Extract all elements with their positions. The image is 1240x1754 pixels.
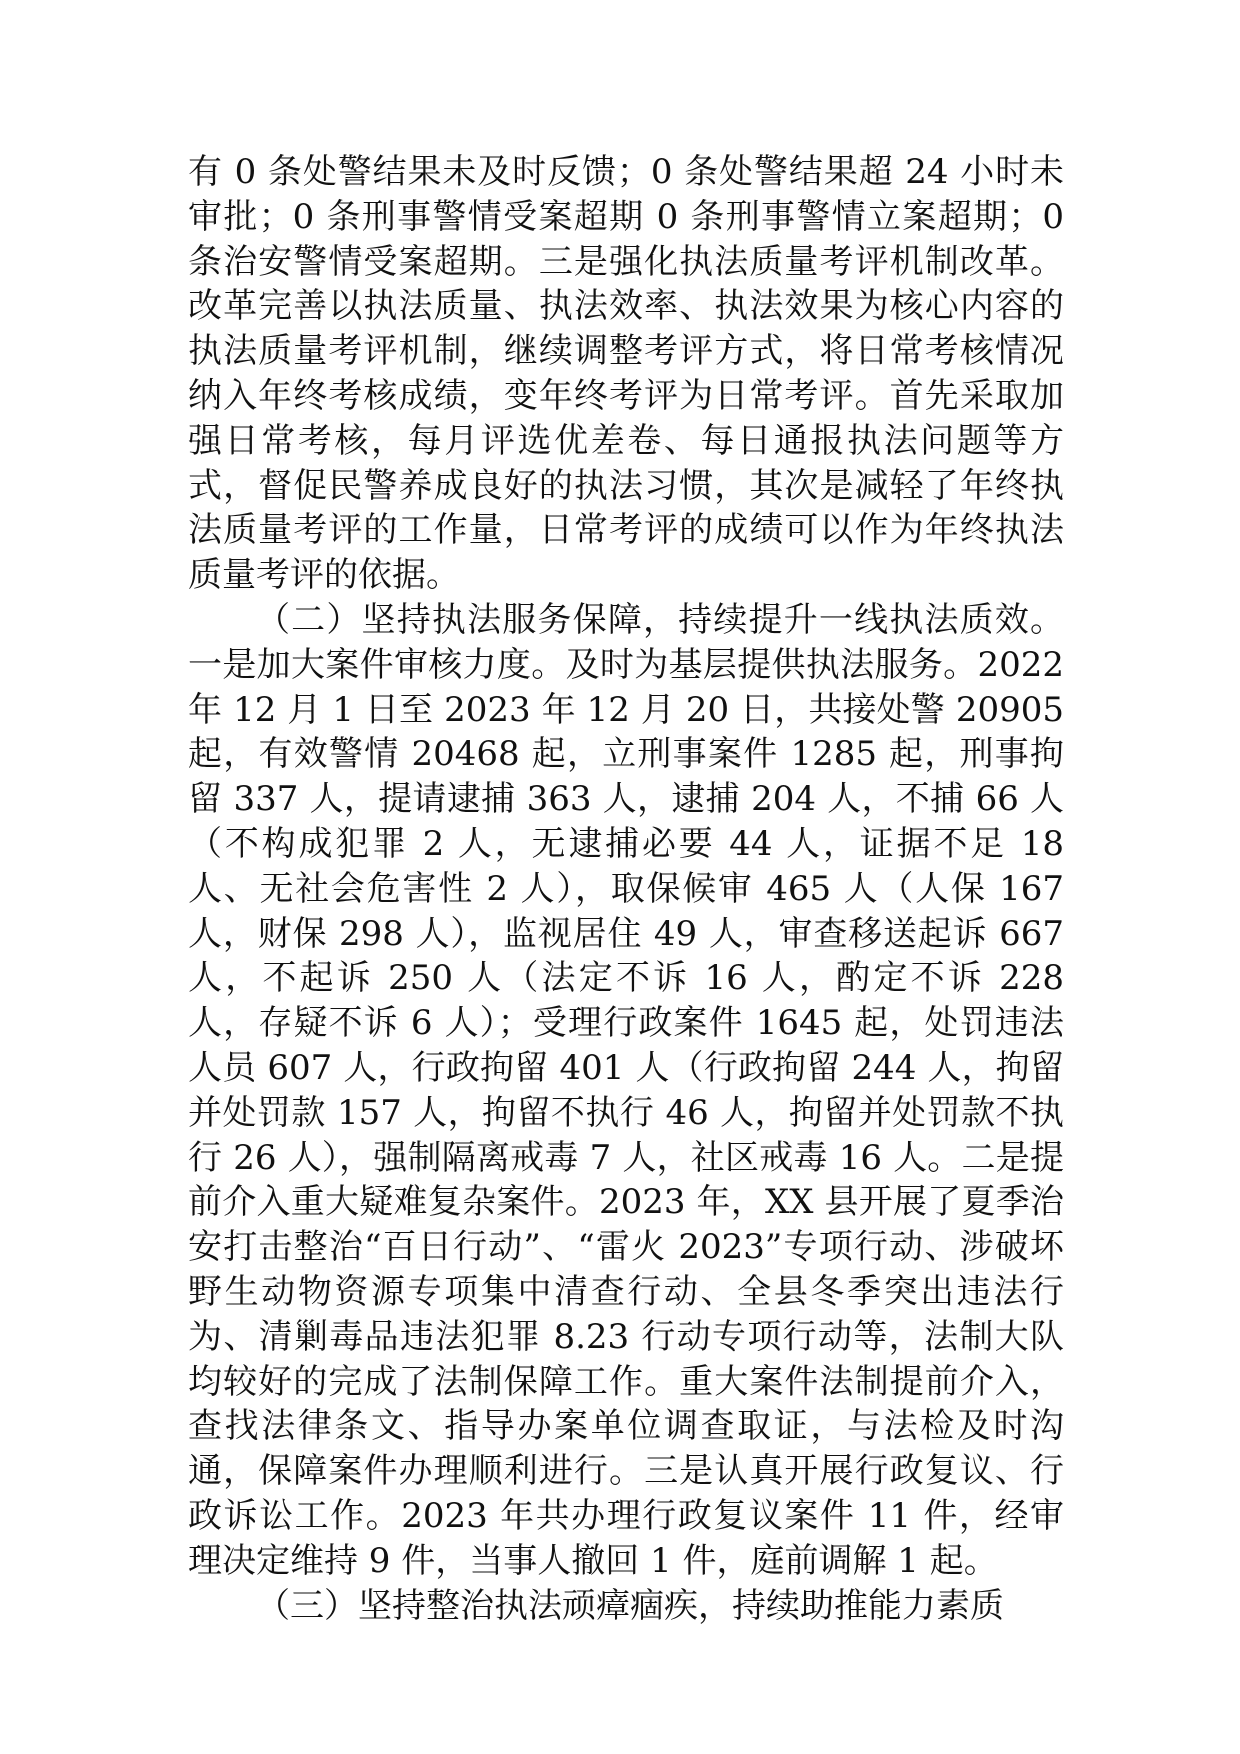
paragraph-service-guarantee: （二）坚持执法服务保障，持续提升一线执法质效。一是加大案件审核力度。及时为基层提供执法服务。2022 年 12 月 1 日至 2023 年 12 月 20 日，共接处警 20905 起，有效警情 20468 起，立刑事案件 1285 起，刑事拘留 337 人，提请逮捕 363 人，逮捕 204 人，不捕 66 人（不构成犯罪 2 人，无逮捕必要 44 人，证据不足 18 人、无社会危害性 2 人），取保候审 465 人（人保 167 人，财保 298 人），监视居住 49 人，审查移送起诉 667 人，不起诉 250 人（法定不诉 16 人，酌定不诉 228 人，存疑不诉 6 人）；受理行政案件 1645 起，处罚违法人员 607 人，行政拘留 401 人（行政拘留 244 人，拘留并处罚款 157 人，拘留不执行 46 人，拘留并处罚款不执行 26 人），强制隔离戒毒 7 人，社区戒毒 16 人。二是提前介入重大疑难复杂案件。2023 年，XX 县开展了夏季治安打击整治“百日行动”、“雷火 2023”专项行动、涉破坏野生动物资源专项集中清查行动、全县冬季突出违法行为、清剿毒品违法犯罪 8.23 行动专项行动等，法制大队均较好的完成了法制保障工作。重大案件法制提前介入，查找法律条文、指导办案单位调查取证，与法检及时沟通，保障案件办理顺利进行。三是认真开展行政复议、行政诉讼工作。2023 年共办理行政复议案件 11 件，经审理决定维持 9 件，当事人撤回 1 件，庭前调解 1 起。 xyxy=(188,599,1064,1581)
paragraph-rectify-issues: （三）坚持整治执法顽瘴痼疾，持续助推能力素质 xyxy=(256,1585,1004,1626)
document-page xyxy=(188,150,1064,1628)
paragraph-assessment-reform: 有 0 条处警结果未及时反馈；0 条处警结果超 24 小时未审批；0 条刑事警情受案超期 0 条刑事警情立案超期；0 条治安警情受案超期。三是强化执法质量考评机制改革。改革完善以执法质量、执法效率、执法效果为核心内容的执法质量考评机制，继续调整考评方式，将日常考核情况纳入年终考核成绩，变年终考评为日常考评。首先采取加强日常考核，每月评选优差卷、每日通报执法问题等方式，督促民警养成良好的执法习惯，其次是减轻了年终执法质量考评的工作量，日常考评的成绩可以作为年终执法质量考评的依据。 xyxy=(188,152,1064,596)
